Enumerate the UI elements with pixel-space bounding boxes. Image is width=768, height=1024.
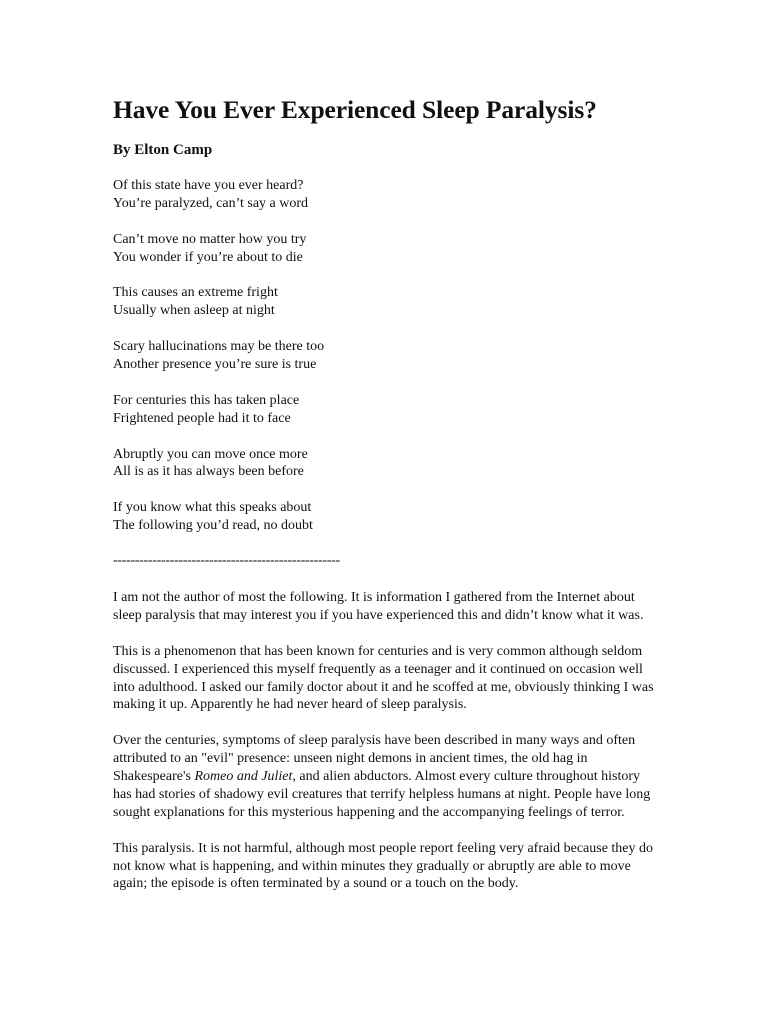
paragraph-paralysis: This paralysis. It is not harmful, although most people report feeling very afraid because they do not know what is happening, and within minutes they gradually or abruptly are able to move again; the episode is often terminated by a sound or a touch on the body. (113, 840, 654, 892)
poem-line: You’re paralyzed, can’t say a word (113, 195, 309, 211)
paragraph-intro: I am not the author of most the following. It is information I gathered from the Internet about sleep paralysis that may interest you if you have experienced this and didn’t know what it was. (113, 590, 644, 623)
poem-line: This causes an extreme fright (113, 285, 278, 301)
paragraph-symptoms (113, 732, 658, 822)
section-divider: ---------------------------------------------------- (113, 553, 340, 568)
poem-line: All is as it has always been before (113, 464, 304, 480)
poem-stanza (113, 446, 653, 482)
work-title: Romeo and Juliet (194, 769, 293, 785)
poem-line: You wonder if you’re about to die (113, 249, 303, 265)
poem-stanza (113, 284, 653, 320)
poem-stanza (113, 231, 653, 267)
poem (113, 177, 653, 553)
article-body (113, 589, 658, 893)
paragraph-text: Over the centuries, symptoms of sleep paralysis have been described in many ways and often attributed to an "evil" presence: unseen night demons in ancient times, the old hag in Shakespeare's (113, 733, 636, 785)
poem-line: For centuries this has taken place (113, 392, 300, 408)
poem-stanza (113, 499, 653, 535)
poem-stanza (113, 177, 653, 213)
poem-line: Can’t move no matter how you try (113, 231, 307, 247)
poem-line: The following you’d read, no doubt (113, 518, 313, 534)
poem-line: Another presence you’re sure is true (113, 357, 317, 373)
poem-line: If you know what this speaks about (113, 500, 312, 516)
page-title: Have You Ever Experienced Sleep Paralysis? (113, 95, 597, 124)
poem-line: Scary hallucinations may be there too (113, 339, 325, 355)
author-byline: By Elton Camp (113, 142, 213, 158)
poem-line: Usually when asleep at night (113, 303, 275, 319)
poem-line: Of this state have you ever heard? (113, 178, 304, 193)
paragraph-history: This is a phenomenon that has been known for centuries and is very common although seldom discussed. I experienced this myself frequently as a teenager and it continued on occasion well into adulthood. I asked our family doctor about it and he scoffed at me, obviously thinking I was making it up. Apparently he had never heard of sleep paralysis. (113, 643, 654, 713)
paragraph-text: , and alien abductors. Almost every culture throughout history has had stories of shadowy evil creatures that terrify helpless humans at night. People have long sought explanations for this mysterious happening and the accompanying feelings of terror. (113, 769, 651, 820)
poem-line: Abruptly you can move once more (113, 446, 308, 462)
poem-stanza (113, 338, 653, 374)
poem-stanza (113, 392, 653, 428)
poem-line: Frightened people had it to face (113, 410, 291, 426)
